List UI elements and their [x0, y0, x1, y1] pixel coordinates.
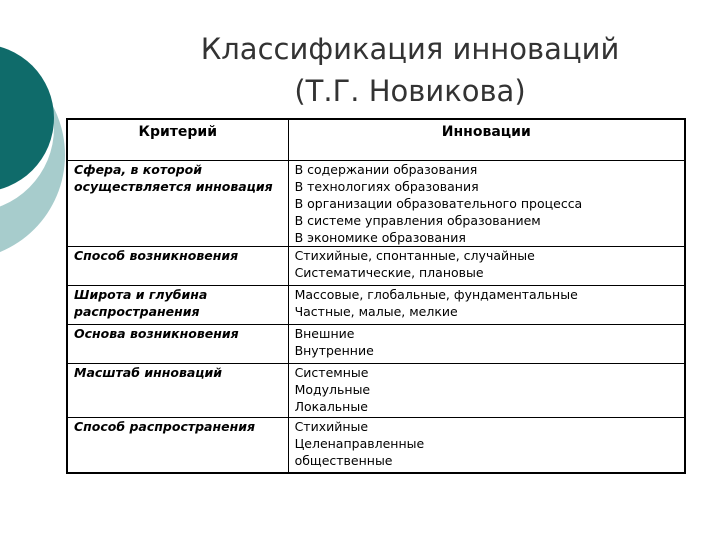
table-row	[67, 325, 685, 364]
header-innovations: Инновации	[288, 119, 685, 161]
innovation-item: В технологиях образования	[294, 179, 479, 194]
innovation-item: Внутренние	[294, 343, 374, 358]
criterion-cell: Сфера, в которой осуществляется инновация	[67, 161, 288, 247]
innovation-item: В содержании образования	[294, 162, 478, 177]
innovation-item: Массовые, глобальные, фундаментальные	[294, 287, 578, 302]
innovation-item: Локальные	[294, 399, 368, 414]
innovations-cell	[288, 161, 685, 247]
innovation-item: Внешние	[294, 326, 355, 341]
table-header-row	[67, 119, 685, 161]
innovation-item: Систематические, плановые	[294, 265, 484, 280]
criterion-cell: Способ распространения	[67, 418, 288, 474]
innovation-item: Целенаправленные	[294, 436, 425, 451]
header-criterion: Критерий	[67, 119, 288, 161]
classification-table	[66, 118, 686, 474]
innovation-item: Системные	[294, 365, 369, 380]
table-row	[67, 247, 685, 286]
innovation-item: Частные, малые, мелкие	[294, 304, 458, 319]
innovations-cell	[288, 418, 685, 474]
title-line-2: (Т.Г. Новикова)	[294, 74, 526, 108]
innovation-item: Стихийные	[294, 419, 369, 434]
innovations-cell	[288, 286, 685, 325]
table-row	[67, 286, 685, 325]
table-row	[67, 418, 685, 474]
innovations-cell	[288, 325, 685, 364]
table-row	[67, 364, 685, 418]
criterion-cell: Широта и глубина распространения	[67, 286, 288, 325]
innovations-cell	[288, 364, 685, 418]
criterion-cell: Масштаб инноваций	[67, 364, 288, 418]
criterion-cell: Способ возникновения	[67, 247, 288, 286]
innovation-item: Модульные	[294, 382, 371, 397]
innovation-item: В организации образовательного процесса	[294, 196, 583, 211]
innovations-cell	[288, 247, 685, 286]
table-row	[67, 161, 685, 247]
innovation-item: общественные	[294, 453, 393, 468]
title-line-1: Классификация инноваций	[200, 32, 620, 66]
criterion-cell: Основа возникновения	[67, 325, 288, 364]
innovation-item: В системе управления образованием	[294, 213, 541, 228]
innovation-item: В экономике образования	[294, 230, 466, 245]
innovation-item: Стихийные, спонтанные, случайные	[294, 248, 535, 263]
slide-title	[150, 28, 670, 112]
